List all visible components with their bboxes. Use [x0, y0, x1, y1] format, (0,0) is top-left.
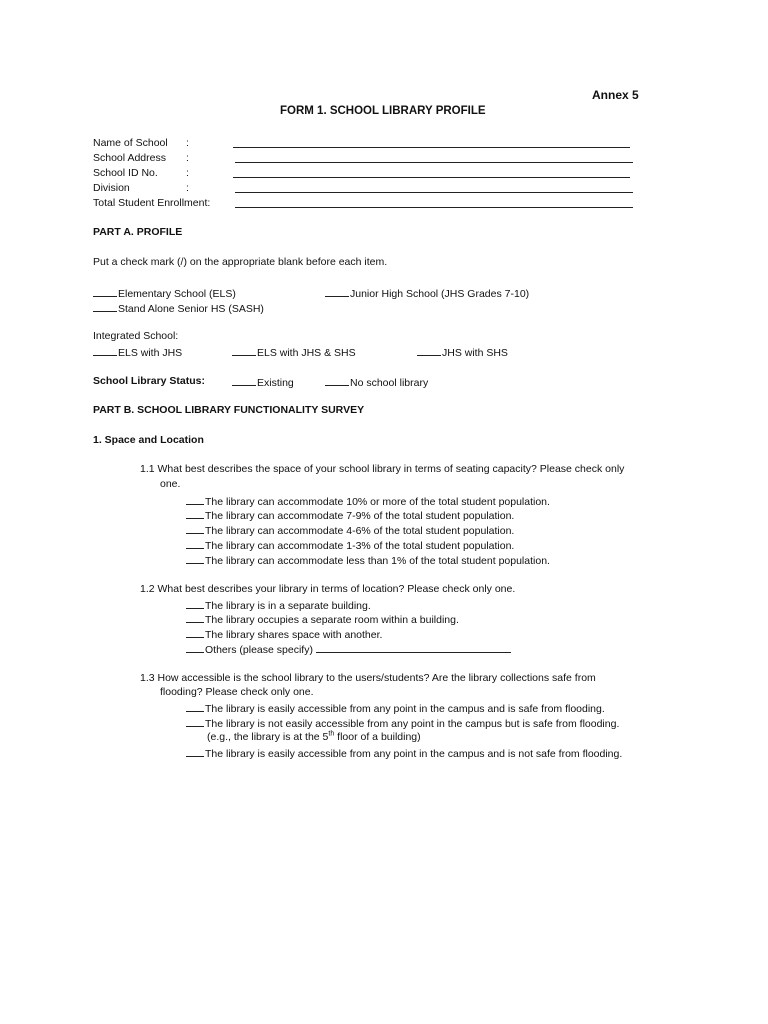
- library-status-label: School Library Status:: [93, 375, 206, 387]
- field-label-school-address: School Address: [93, 152, 166, 164]
- question-1-1-cont: one.: [160, 478, 181, 490]
- check-blank[interactable]: [186, 746, 204, 757]
- check-blank[interactable]: [186, 627, 204, 638]
- check-blank[interactable]: [186, 612, 204, 623]
- option-existing: Existing: [232, 375, 294, 390]
- field-label-division: Division: [93, 182, 130, 194]
- question-1-3: 1.3 How accessible is the school library to the users/students? Are the library collections safe from: [140, 672, 596, 684]
- q1-2-option: The library is in a separate building.: [186, 598, 371, 613]
- check-blank-sash[interactable]: [93, 301, 117, 312]
- check-blank[interactable]: [186, 716, 204, 727]
- others-specify-field[interactable]: [316, 642, 511, 653]
- school-id-field[interactable]: [233, 177, 630, 178]
- part-a-heading: PART A. PROFILE: [93, 226, 183, 238]
- check-blank-jhs[interactable]: [325, 286, 349, 297]
- division-field[interactable]: [235, 192, 633, 193]
- option-jhs: Junior High School (JHS Grades 7-10): [325, 286, 529, 301]
- q1-3-option: The library is easily accessible from any point in the campus and is not safe from flooding.: [186, 746, 622, 761]
- q1-1-option: The library can accommodate 4-6% of the total student population.: [186, 523, 514, 538]
- form-title: FORM 1. SCHOOL LIBRARY PROFILE: [280, 105, 486, 117]
- check-blank[interactable]: [186, 538, 204, 549]
- option-sash: Stand Alone Senior HS (SASH): [93, 301, 264, 316]
- check-blank[interactable]: [186, 553, 204, 564]
- option-no-library: No school library: [325, 375, 428, 390]
- section-space-location: 1. Space and Location: [93, 434, 204, 446]
- field-label-school-name: Name of School: [93, 137, 168, 149]
- q1-1-option: The library can accommodate less than 1% of the total student population.: [186, 553, 550, 568]
- check-blank[interactable]: [186, 508, 204, 519]
- check-blank-existing[interactable]: [232, 375, 256, 386]
- integrated-label: Integrated School:: [93, 330, 179, 342]
- q1-3-option: The library is easily accessible from any point in the campus and is safe from flooding.: [186, 701, 605, 716]
- check-blank[interactable]: [186, 642, 204, 653]
- question-1-3-cont: flooding? Please check only one.: [160, 686, 314, 698]
- check-blank-jhs-shs[interactable]: [417, 345, 441, 356]
- field-label-school-id: School ID No.: [93, 167, 158, 179]
- q1-2-option: The library shares space with another.: [186, 627, 382, 642]
- part-a-instruction: Put a check mark (/) on the appropriate blank before each item.: [93, 256, 388, 268]
- annex-label: Annex 5: [592, 88, 639, 102]
- check-blank-els[interactable]: [93, 286, 117, 297]
- q1-2-option-others: Others (please specify): [186, 642, 511, 657]
- enrollment-field[interactable]: [235, 207, 633, 208]
- q1-1-option: The library can accommodate 1-3% of the total student population.: [186, 538, 514, 553]
- part-b-heading: PART B. SCHOOL LIBRARY FUNCTIONALITY SURVEY: [93, 404, 365, 416]
- option-jhs-shs: JHS with SHS: [417, 345, 508, 360]
- check-blank-els-jhs-shs[interactable]: [232, 345, 256, 356]
- q1-2-option: The library occupies a separate room within a building.: [186, 612, 459, 627]
- field-label-enrollment: Total Student Enrollment:: [93, 197, 211, 209]
- check-blank-no-library[interactable]: [325, 375, 349, 386]
- q1-3-option: The library is not easily accessible from any point in the campus but is safe from flooding.: [186, 716, 619, 731]
- school-address-field[interactable]: [235, 162, 633, 163]
- check-blank-els-jhs[interactable]: [93, 345, 117, 356]
- option-els-jhs-shs: ELS with JHS & SHS: [232, 345, 356, 360]
- q1-1-option: The library can accommodate 7-9% of the total student population.: [186, 508, 514, 523]
- check-blank[interactable]: [186, 701, 204, 712]
- option-els: Elementary School (ELS): [93, 286, 236, 301]
- check-blank[interactable]: [186, 598, 204, 609]
- field-colon: :: [186, 152, 189, 164]
- q1-3-example: (e.g., the library is at the 5th floor of a building): [207, 730, 421, 743]
- school-name-field[interactable]: [233, 147, 630, 148]
- field-colon: :: [186, 137, 189, 149]
- question-1-1: 1.1 What best describes the space of your school library in terms of seating capacity? Please check only: [140, 463, 625, 475]
- question-1-2: 1.2 What best describes your library in terms of location? Please check only one.: [140, 583, 516, 595]
- field-colon: :: [186, 167, 189, 179]
- check-blank[interactable]: [186, 523, 204, 534]
- field-colon: :: [186, 182, 189, 194]
- option-els-jhs: ELS with JHS: [93, 345, 182, 360]
- check-blank[interactable]: [186, 494, 204, 505]
- q1-1-option: The library can accommodate 10% or more of the total student population.: [186, 494, 550, 509]
